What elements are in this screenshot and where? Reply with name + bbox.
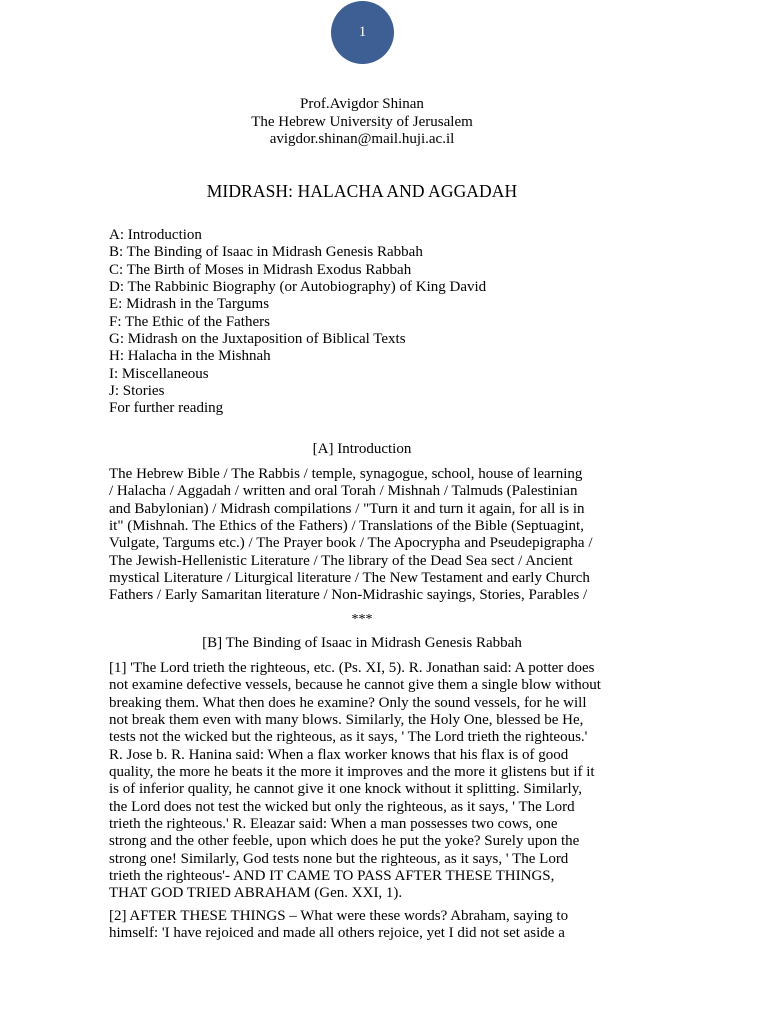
text-line: [2] AFTER THESE THINGS – What were these words? Abraham, saying to xyxy=(109,908,569,924)
text-line: The Hebrew Bible / The Rabbis / temple, synagogue, school, house of learning xyxy=(109,466,583,482)
toc-item: I: Miscellaneous xyxy=(109,365,209,382)
text-line: Fathers / Early Samaritan literature / Non-Midrashic sayings, Stories, Parables / xyxy=(109,587,588,604)
table-of-contents xyxy=(109,227,486,418)
toc-item: E: Midrash in the Targums xyxy=(109,296,270,313)
toc-item: G: Midrash on the Juxtaposition of Biblical Texts xyxy=(109,331,406,348)
text-line: breaking them. What then does he examine? Only the sound vessels, for he will xyxy=(109,694,587,711)
section-b-heading: [B] The Binding of Isaac in Midrash Genesis Rabbah xyxy=(202,635,522,651)
toc-item: F: The Ethic of the Fathers xyxy=(109,313,270,330)
text-line: himself: 'I have rejoiced and made all others rejoice, yet I did not set aside a xyxy=(109,925,565,942)
text-line: strong one! Similarly, God tests none but the righteous, as it says, ' The Lord xyxy=(109,850,569,867)
document-title: MIDRASH: HALACHA AND AGGADAH xyxy=(206,181,518,201)
text-line: it" (Mishnah. The Ethics of the Fathers) / Translations of the Bible (Septuagint, xyxy=(109,518,584,535)
toc-item: H: Halacha in the Mishnah xyxy=(109,348,271,365)
page-number-badge xyxy=(331,1,394,64)
section-a-heading: [A] Introduction xyxy=(312,441,412,457)
text-line: trieth the righteous.' R. Eleazar said: When a man possesses two cows, one xyxy=(109,816,558,833)
toc-item: D: The Rabbinic Biography (or Autobiography) of King David xyxy=(109,279,487,296)
toc-item: C: The Birth of Moses in Midrash Exodus Rabbah xyxy=(109,261,412,278)
page-number: 1 xyxy=(358,24,367,40)
text-line: not examine defective vessels, because he cannot give them a single blow without xyxy=(109,677,601,694)
text-line: not break them even with many blows. Similarly, the Holy One, blessed be He, xyxy=(109,712,584,729)
text-line: is of inferior quality, he cannot give it one knock without it splitting. Similarly, xyxy=(109,781,582,798)
text-line: the Lord does not test the wicked but only the righteous, as it says, ' The Lord xyxy=(109,798,575,815)
text-line: strong and the other feeble, upon which does he put the yoke? Surely upon the xyxy=(109,833,580,850)
toc-item: For further reading xyxy=(109,400,224,417)
text-line: [1] 'The Lord trieth the righteous, etc. (Ps. XI, 5). R. Jonathan said: A potter does xyxy=(109,660,595,676)
author-block xyxy=(0,96,724,149)
section-a-paragraph xyxy=(109,466,619,605)
text-line: mystical Literature / Liturgical literature / The New Testament and early Church xyxy=(109,570,590,587)
author-affiliation: The Hebrew University of Jerusalem xyxy=(251,113,473,130)
section-b-paragraph-1 xyxy=(109,660,619,903)
author-email: avigdor.shinan@mail.huji.ac.il xyxy=(269,131,455,147)
toc-item: B: The Binding of Isaac in Midrash Genesis Rabbah xyxy=(109,244,423,261)
text-line: / Halacha / Aggadah / written and oral Torah / Mishnah / Talmuds (Palestinian xyxy=(109,483,578,500)
text-line: THAT GOD TRIED ABRAHAM (Gen. XXI, 1). xyxy=(109,885,403,902)
text-line: tests not the wicked but the righteous, as it says, ' The Lord trieth the righteous.' xyxy=(109,729,588,746)
section-b-paragraph-2 xyxy=(109,908,619,943)
text-line: quality, the more he beats it the more it improves and the more it glistens but if it xyxy=(109,764,595,781)
section-separator: *** xyxy=(351,612,373,627)
text-line: The Jewish-Hellenistic Literature / The library of the Dead Sea sect / Ancient xyxy=(109,552,573,569)
toc-item: A: Introduction xyxy=(109,227,202,243)
text-line: R. Jose b. R. Hanina said: When a flax worker knows that his flax is of good xyxy=(109,746,569,763)
toc-item: J: Stories xyxy=(109,383,165,400)
author-name: Prof.Avigdor Shinan xyxy=(300,96,424,112)
text-line: Vulgate, Targums etc.) / The Prayer book / The Apocrypha and Pseudepigrapha / xyxy=(109,535,593,552)
text-line: trieth the righteous'- AND IT CAME TO PASS AFTER THESE THINGS, xyxy=(109,868,555,885)
text-line: and Babylonian) / Midrash compilations / "Turn it and turn it again, for all is in xyxy=(109,500,585,517)
